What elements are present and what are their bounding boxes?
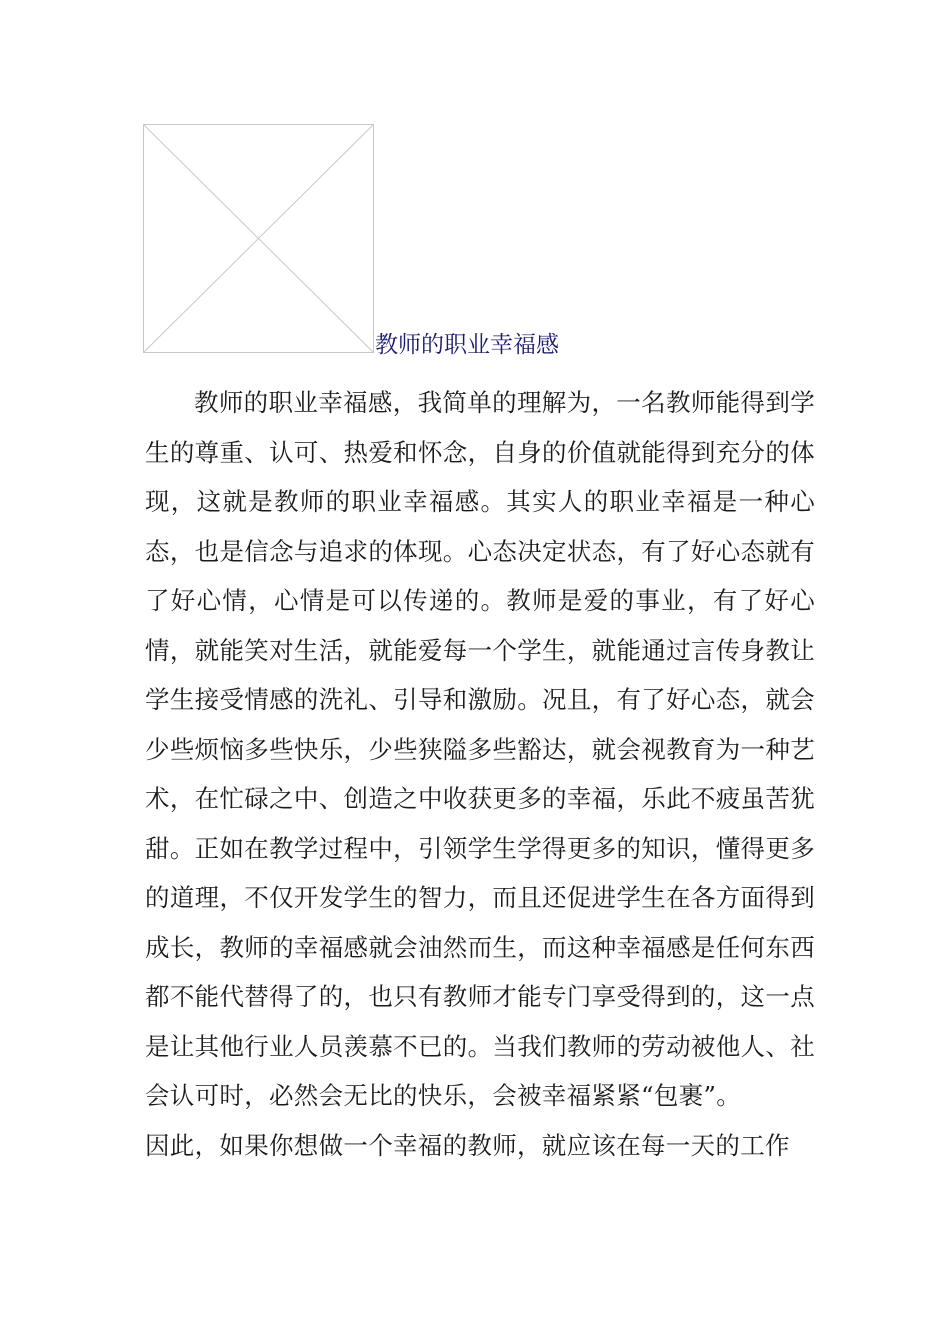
document-body bbox=[145, 378, 815, 1170]
body-paragraph: 因此，如果你想做一个幸福的教师，就应该在每一天的工作 bbox=[145, 1130, 790, 1160]
image-placeholder bbox=[143, 124, 374, 353]
body-paragraph: 教师的职业幸福感，我简单的理解为，一名教师能得到学生的尊重、认可、热爱和怀念，自身的价值就能得到充分的体现，这就是教师的职业幸福感。其实人的职业幸福是一种心态，也是信念与追求的体现。心态决定状态，有了好心态就有了好心情，心情是可以传递的。教师是爱的事业，有了好心情，就能笑对生活，就能爱每一个学生，就能通过言传身教让学生接受情感的洗礼、引导和激励。况且，有了好心态，就会少些烦恼多些快乐，少些狭隘多些豁达，就会视教育为一种艺术，在忙碌之中、创造之中收获更多的幸福，乐此不疲虽苦犹甜。正如在教学过程中，引领学生学得更多的知识，懂得更多的道理，不仅开发学生的智力，而且还促进学生在各方面得到成长，教师的幸福感就会油然而生，而这种幸福感是任何东西都不能代替得了的，也只有教师才能专门享受得到的，这一点是让其他行业人员羡慕不已的。当我们教师的劳动被他人、社会认可时，必然会无比的快乐，会被幸福紧紧“包裹”。 bbox=[145, 388, 815, 1110]
document-title: 教师的职业幸福感 bbox=[375, 332, 559, 358]
